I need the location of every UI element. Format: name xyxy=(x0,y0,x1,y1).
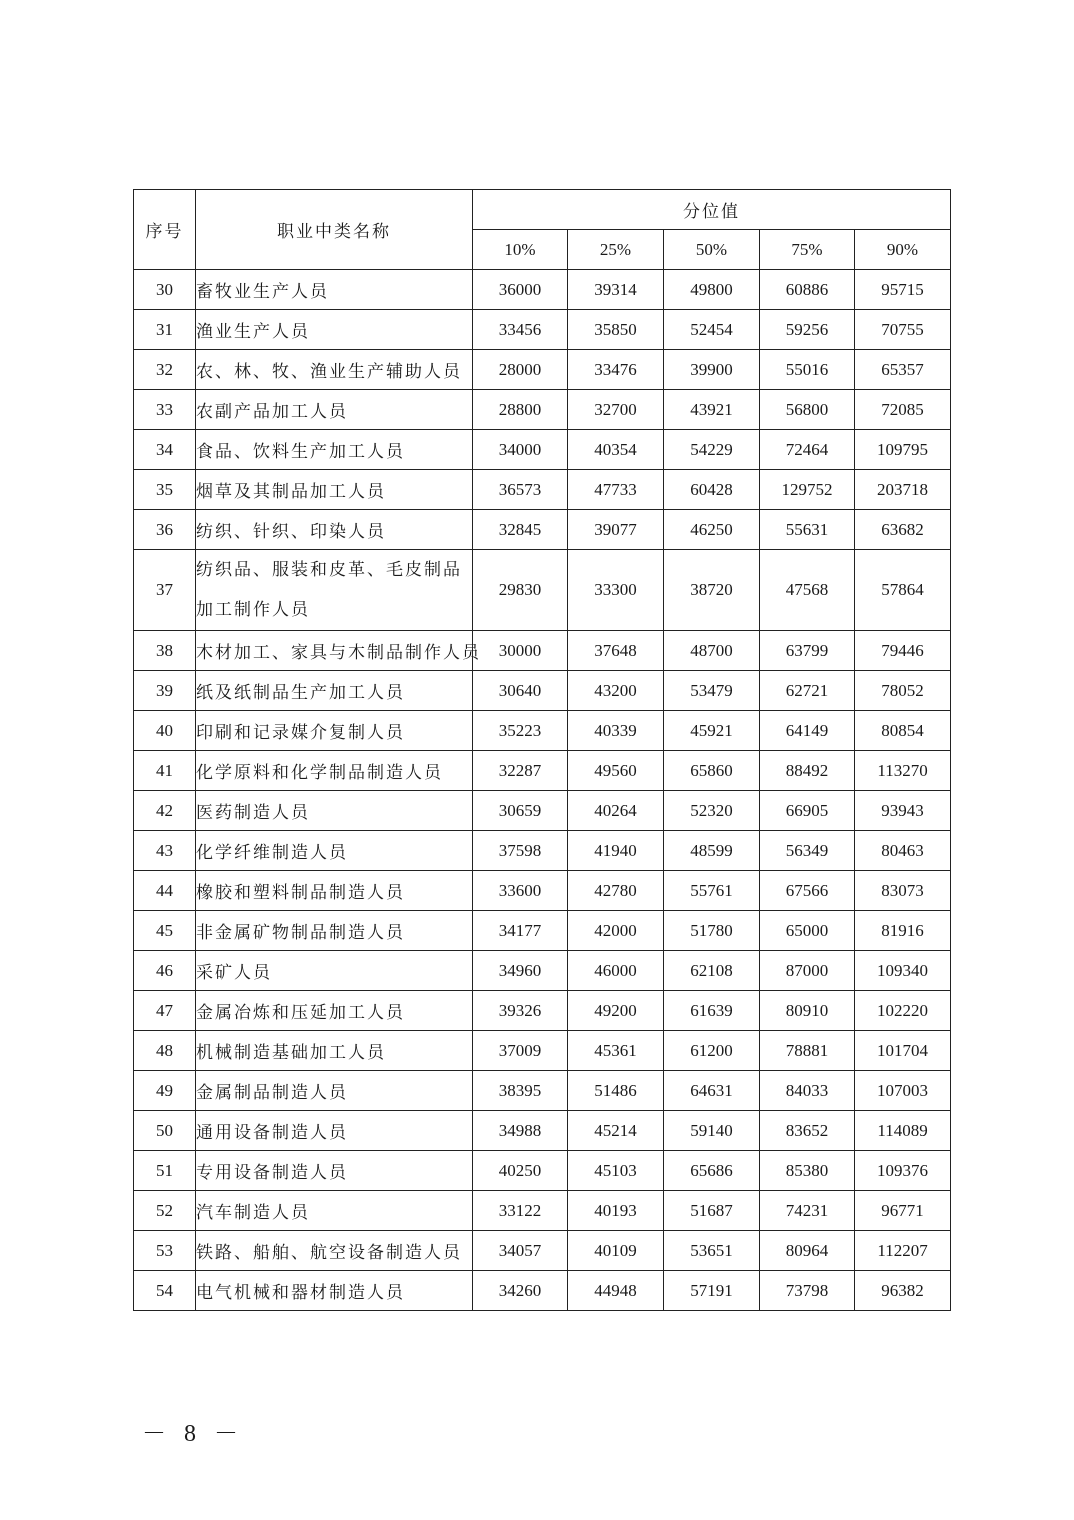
row-value-p25: 40193 xyxy=(568,1191,664,1231)
row-value-p75: 84033 xyxy=(760,1071,855,1111)
row-value-p75: 78881 xyxy=(760,1031,855,1071)
row-seq: 45 xyxy=(134,911,196,951)
row-value-p10: 36000 xyxy=(473,270,568,310)
row-value-p10: 39326 xyxy=(473,991,568,1031)
row-seq: 36 xyxy=(134,510,196,550)
row-value-p25: 39314 xyxy=(568,270,664,310)
table-row xyxy=(134,390,951,430)
row-value-p50: 46250 xyxy=(664,510,760,550)
row-seq: 32 xyxy=(134,350,196,390)
row-value-p10: 34960 xyxy=(473,951,568,991)
row-occupation-name: 金属冶炼和压延加工人员 xyxy=(196,991,473,1031)
table-row xyxy=(134,631,951,671)
row-value-p75: 87000 xyxy=(760,951,855,991)
row-seq: 53 xyxy=(134,1231,196,1271)
row-value-p10: 36573 xyxy=(473,470,568,510)
row-value-p25: 33300 xyxy=(568,550,664,631)
row-value-p50: 52454 xyxy=(664,310,760,350)
header-row-top xyxy=(134,190,951,230)
row-value-p75: 62721 xyxy=(760,671,855,711)
row-value-p90: 80463 xyxy=(855,831,951,871)
row-seq: 37 xyxy=(134,550,196,631)
row-value-p90: 112207 xyxy=(855,1231,951,1271)
row-value-p10: 34057 xyxy=(473,1231,568,1271)
row-seq: 41 xyxy=(134,751,196,791)
row-value-p25: 45103 xyxy=(568,1151,664,1191)
row-seq: 33 xyxy=(134,390,196,430)
row-value-p50: 65860 xyxy=(664,751,760,791)
row-value-p25: 42000 xyxy=(568,911,664,951)
table-row xyxy=(134,470,951,510)
row-seq: 42 xyxy=(134,791,196,831)
row-value-p75: 66905 xyxy=(760,791,855,831)
row-value-p10: 30000 xyxy=(473,631,568,671)
header-name: 职业中类名称 xyxy=(196,190,473,270)
row-value-p50: 51780 xyxy=(664,911,760,951)
row-value-p10: 33122 xyxy=(473,1191,568,1231)
row-value-p50: 65686 xyxy=(664,1151,760,1191)
row-value-p75: 47568 xyxy=(760,550,855,631)
row-value-p90: 203718 xyxy=(855,470,951,510)
row-value-p10: 34177 xyxy=(473,911,568,951)
row-occupation-name: 医药制造人员 xyxy=(196,791,473,831)
row-value-p25: 46000 xyxy=(568,951,664,991)
row-value-p50: 64631 xyxy=(664,1071,760,1111)
row-value-p90: 102220 xyxy=(855,991,951,1031)
row-occupation-name: 农副产品加工人员 xyxy=(196,390,473,430)
row-value-p90: 101704 xyxy=(855,1031,951,1071)
row-value-p90: 96771 xyxy=(855,1191,951,1231)
header-p90: 90% xyxy=(855,230,951,270)
row-occupation-name: 木材加工、家具与木制品制作人员 xyxy=(196,631,473,671)
table-row xyxy=(134,550,951,631)
row-value-p10: 32287 xyxy=(473,751,568,791)
row-value-p25: 51486 xyxy=(568,1071,664,1111)
row-occupation-name: 农、林、牧、渔业生产辅助人员 xyxy=(196,350,473,390)
row-value-p75: 67566 xyxy=(760,871,855,911)
row-value-p50: 61639 xyxy=(664,991,760,1031)
row-value-p75: 73798 xyxy=(760,1271,855,1311)
table-row xyxy=(134,911,951,951)
table-row xyxy=(134,1071,951,1111)
row-value-p10: 33456 xyxy=(473,310,568,350)
row-value-p50: 49800 xyxy=(664,270,760,310)
row-seq: 44 xyxy=(134,871,196,911)
header-p25: 25% xyxy=(568,230,664,270)
row-value-p90: 80854 xyxy=(855,711,951,751)
row-value-p10: 38395 xyxy=(473,1071,568,1111)
row-seq: 52 xyxy=(134,1191,196,1231)
row-occupation-name: 铁路、船舶、航空设备制造人员 xyxy=(196,1231,473,1271)
row-value-p25: 45361 xyxy=(568,1031,664,1071)
row-occupation-name: 纸及纸制品生产加工人员 xyxy=(196,671,473,711)
wage-percentile-table xyxy=(133,189,951,1311)
row-occupation-name: 纺织品、服装和皮革、毛皮制品加工制作人员 xyxy=(196,550,473,631)
table-row xyxy=(134,1271,951,1311)
header-p75: 75% xyxy=(760,230,855,270)
row-value-p75: 83652 xyxy=(760,1111,855,1151)
row-value-p25: 32700 xyxy=(568,390,664,430)
table-row xyxy=(134,1231,951,1271)
row-value-p10: 37598 xyxy=(473,831,568,871)
table-row xyxy=(134,951,951,991)
row-value-p75: 64149 xyxy=(760,711,855,751)
row-value-p50: 53651 xyxy=(664,1231,760,1271)
row-value-p10: 34260 xyxy=(473,1271,568,1311)
row-value-p90: 96382 xyxy=(855,1271,951,1311)
row-occupation-name: 橡胶和塑料制品制造人员 xyxy=(196,871,473,911)
row-value-p10: 34000 xyxy=(473,430,568,470)
row-value-p90: 70755 xyxy=(855,310,951,350)
table-row xyxy=(134,1031,951,1071)
table-row xyxy=(134,751,951,791)
row-value-p25: 42780 xyxy=(568,871,664,911)
row-occupation-name: 食品、饮料生产加工人员 xyxy=(196,430,473,470)
table-row xyxy=(134,510,951,550)
row-value-p90: 72085 xyxy=(855,390,951,430)
page-number: － 8 － xyxy=(142,1421,244,1447)
row-seq: 51 xyxy=(134,1151,196,1191)
row-value-p90: 63682 xyxy=(855,510,951,550)
row-value-p75: 74231 xyxy=(760,1191,855,1231)
row-seq: 49 xyxy=(134,1071,196,1111)
row-value-p50: 51687 xyxy=(664,1191,760,1231)
row-value-p10: 32845 xyxy=(473,510,568,550)
row-value-p25: 49200 xyxy=(568,991,664,1031)
header-seq: 序号 xyxy=(134,190,196,270)
row-value-p25: 45214 xyxy=(568,1111,664,1151)
row-seq: 31 xyxy=(134,310,196,350)
row-value-p90: 78052 xyxy=(855,671,951,711)
row-occupation-name: 非金属矿物制品制造人员 xyxy=(196,911,473,951)
row-value-p25: 35850 xyxy=(568,310,664,350)
row-seq: 50 xyxy=(134,1111,196,1151)
row-occupation-name: 化学纤维制造人员 xyxy=(196,831,473,871)
row-occupation-name: 电气机械和器材制造人员 xyxy=(196,1271,473,1311)
row-seq: 39 xyxy=(134,671,196,711)
row-value-p25: 49560 xyxy=(568,751,664,791)
row-value-p75: 72464 xyxy=(760,430,855,470)
row-value-p50: 48599 xyxy=(664,831,760,871)
table-row xyxy=(134,1111,951,1151)
table-row xyxy=(134,1191,951,1231)
row-value-p50: 48700 xyxy=(664,631,760,671)
table-row xyxy=(134,991,951,1031)
row-seq: 34 xyxy=(134,430,196,470)
row-occupation-name: 化学原料和化学制品制造人员 xyxy=(196,751,473,791)
row-value-p90: 109340 xyxy=(855,951,951,991)
row-value-p25: 40339 xyxy=(568,711,664,751)
header-percentile-group: 分位值 xyxy=(473,190,951,230)
table-row xyxy=(134,350,951,390)
table-row xyxy=(134,791,951,831)
row-occupation-name: 通用设备制造人员 xyxy=(196,1111,473,1151)
row-occupation-name: 金属制品制造人员 xyxy=(196,1071,473,1111)
row-occupation-name: 专用设备制造人员 xyxy=(196,1151,473,1191)
row-value-p50: 54229 xyxy=(664,430,760,470)
row-value-p10: 29830 xyxy=(473,550,568,631)
row-seq: 30 xyxy=(134,270,196,310)
row-value-p75: 88492 xyxy=(760,751,855,791)
row-value-p25: 47733 xyxy=(568,470,664,510)
row-seq: 40 xyxy=(134,711,196,751)
row-value-p90: 114089 xyxy=(855,1111,951,1151)
row-value-p75: 55016 xyxy=(760,350,855,390)
row-value-p25: 40264 xyxy=(568,791,664,831)
row-value-p75: 129752 xyxy=(760,470,855,510)
row-value-p25: 43200 xyxy=(568,671,664,711)
row-value-p90: 109376 xyxy=(855,1151,951,1191)
row-value-p75: 55631 xyxy=(760,510,855,550)
row-value-p90: 81916 xyxy=(855,911,951,951)
row-seq: 46 xyxy=(134,951,196,991)
header-p50: 50% xyxy=(664,230,760,270)
row-seq: 47 xyxy=(134,991,196,1031)
row-value-p10: 35223 xyxy=(473,711,568,751)
table-row xyxy=(134,310,951,350)
row-value-p75: 56800 xyxy=(760,390,855,430)
table-row xyxy=(134,671,951,711)
table-row xyxy=(134,831,951,871)
row-value-p50: 60428 xyxy=(664,470,760,510)
row-seq: 48 xyxy=(134,1031,196,1071)
row-value-p50: 59140 xyxy=(664,1111,760,1151)
row-value-p90: 113270 xyxy=(855,751,951,791)
row-seq: 43 xyxy=(134,831,196,871)
row-value-p90: 95715 xyxy=(855,270,951,310)
row-value-p50: 43921 xyxy=(664,390,760,430)
row-occupation-name: 印刷和记录媒介复制人员 xyxy=(196,711,473,751)
row-occupation-name: 汽车制造人员 xyxy=(196,1191,473,1231)
row-occupation-name: 采矿人员 xyxy=(196,951,473,991)
row-value-p25: 40354 xyxy=(568,430,664,470)
row-value-p90: 93943 xyxy=(855,791,951,831)
row-value-p90: 57864 xyxy=(855,550,951,631)
table-row xyxy=(134,871,951,911)
row-value-p10: 28800 xyxy=(473,390,568,430)
row-value-p50: 62108 xyxy=(664,951,760,991)
row-value-p25: 41940 xyxy=(568,831,664,871)
table-row xyxy=(134,270,951,310)
row-value-p10: 37009 xyxy=(473,1031,568,1071)
row-value-p75: 65000 xyxy=(760,911,855,951)
row-value-p50: 61200 xyxy=(664,1031,760,1071)
row-value-p50: 39900 xyxy=(664,350,760,390)
row-value-p10: 30640 xyxy=(473,671,568,711)
row-value-p50: 57191 xyxy=(664,1271,760,1311)
row-seq: 35 xyxy=(134,470,196,510)
row-value-p25: 40109 xyxy=(568,1231,664,1271)
row-occupation-name: 纺织、针织、印染人员 xyxy=(196,510,473,550)
row-value-p90: 79446 xyxy=(855,631,951,671)
row-value-p10: 34988 xyxy=(473,1111,568,1151)
row-value-p90: 109795 xyxy=(855,430,951,470)
row-value-p25: 37648 xyxy=(568,631,664,671)
row-value-p75: 63799 xyxy=(760,631,855,671)
row-value-p25: 39077 xyxy=(568,510,664,550)
row-value-p50: 55761 xyxy=(664,871,760,911)
row-value-p25: 33476 xyxy=(568,350,664,390)
row-value-p50: 38720 xyxy=(664,550,760,631)
row-seq: 54 xyxy=(134,1271,196,1311)
row-occupation-name: 畜牧业生产人员 xyxy=(196,270,473,310)
table-body xyxy=(134,270,951,1311)
row-seq: 38 xyxy=(134,631,196,671)
table-row xyxy=(134,430,951,470)
row-value-p50: 53479 xyxy=(664,671,760,711)
row-occupation-name: 烟草及其制品加工人员 xyxy=(196,470,473,510)
row-value-p25: 44948 xyxy=(568,1271,664,1311)
row-value-p75: 59256 xyxy=(760,310,855,350)
row-value-p50: 52320 xyxy=(664,791,760,831)
row-value-p90: 107003 xyxy=(855,1071,951,1111)
row-value-p10: 40250 xyxy=(473,1151,568,1191)
row-value-p75: 80964 xyxy=(760,1231,855,1271)
row-occupation-name: 机械制造基础加工人员 xyxy=(196,1031,473,1071)
row-value-p90: 65357 xyxy=(855,350,951,390)
table-row xyxy=(134,711,951,751)
row-value-p10: 30659 xyxy=(473,791,568,831)
row-value-p75: 56349 xyxy=(760,831,855,871)
row-occupation-name: 渔业生产人员 xyxy=(196,310,473,350)
row-value-p75: 85380 xyxy=(760,1151,855,1191)
row-value-p10: 28000 xyxy=(473,350,568,390)
table-row xyxy=(134,1151,951,1191)
row-value-p75: 60886 xyxy=(760,270,855,310)
row-value-p75: 80910 xyxy=(760,991,855,1031)
row-value-p10: 33600 xyxy=(473,871,568,911)
row-value-p90: 83073 xyxy=(855,871,951,911)
header-p10: 10% xyxy=(473,230,568,270)
row-value-p50: 45921 xyxy=(664,711,760,751)
